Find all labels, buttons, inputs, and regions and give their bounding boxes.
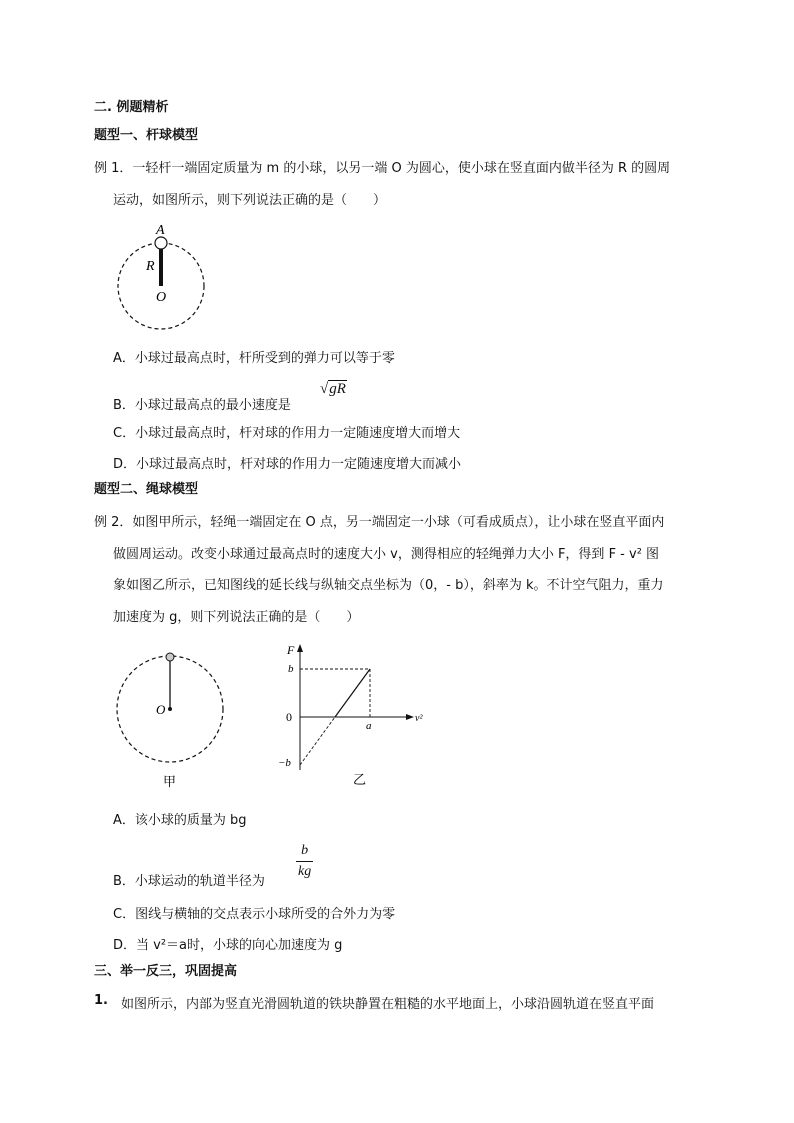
x-axis-label: v² — [415, 713, 423, 724]
option-c: C．小球过最高点时，杆对球的作用力一定随速度增大而增大 — [113, 426, 461, 441]
example2-line4: 加速度为 g，则下列说法正确的是（ ） — [113, 610, 360, 625]
tick-b: b — [288, 663, 294, 675]
tick-a: a — [366, 720, 372, 732]
fraction-b-over-kg — [296, 843, 313, 880]
y-axis-label: F — [287, 643, 295, 657]
sqrt-gr: √gR — [320, 381, 346, 397]
ball — [166, 653, 174, 661]
label-o: O — [156, 290, 167, 305]
option-b: B．小球运动的轨道半径为 — [113, 874, 265, 889]
ball — [155, 237, 167, 249]
fraction-numerator: b — [301, 843, 309, 858]
caption-yi: 乙 — [353, 772, 367, 787]
extension-line — [300, 717, 335, 765]
example2-line3: 象如图乙所示，已知图线的延长线与纵轴交点坐标为（0，- b），斜率为 k。不计空气阻力，重力 — [113, 578, 664, 593]
option-b: B．小球过最高点的最小速度是 — [113, 398, 291, 413]
option-a: A．该小球的质量为 bg — [113, 813, 247, 828]
origin-label: 0 — [286, 710, 292, 724]
f-v2-graph — [275, 638, 435, 788]
option-d: D．当 v²＝a时，小球的向心加速度为 g — [113, 938, 343, 953]
center-point — [168, 707, 172, 711]
example2-line1: 例 2．如图甲所示，轻绳一端固定在 O 点，另一端固定一小球（可看成质点），让小球在竖直平面内 — [94, 515, 665, 530]
type2-title: 题型二、绳球模型 — [94, 482, 199, 497]
caption-jia: 甲 — [163, 774, 177, 788]
fraction-denominator: kg — [298, 864, 312, 879]
rope-ball-figure — [110, 648, 230, 788]
type1-title: 题型一、杆球模型 — [94, 128, 199, 143]
example1-line2: 运动，如图所示，则下列说法正确的是（ ） — [113, 193, 387, 208]
question1-line1: 如图所示，内部为竖直光滑圆轨道的铁块静置在粗糙的水平地面上，小球沿圆轨道在竖直平面 — [121, 997, 655, 1012]
y-axis-arrow — [297, 644, 303, 652]
option-c: C．图线与横轴的交点表示小球所受的合外力为零 — [113, 907, 396, 922]
label-r: R — [146, 259, 155, 274]
example2-line2: 做圆周运动。改变小球通过最高点时的速度大小 v，测得相应的轻绳弹力大小 F，得到 F - v² 图 — [113, 547, 660, 562]
rod-ball-figure — [110, 222, 220, 332]
fraction-bar — [296, 861, 313, 862]
x-axis-arrow — [406, 714, 414, 720]
option-a: A．小球过最高点时，杆所受到的弹力可以等于零 — [113, 351, 395, 366]
graph-line — [335, 669, 370, 717]
option-d: D．小球过最高点时，杆对球的作用力一定随速度增大而减小 — [113, 457, 462, 472]
section-title: 三、举一反三，巩固提高 — [94, 964, 238, 979]
example1-line1: 例 1．一轻杆一端固定质量为 m 的小球，以另一端 O 为圆心，使小球在竖直面内做半径为 R 的圆周 — [94, 161, 671, 176]
label-a: A — [156, 223, 165, 238]
label-o: O — [156, 702, 166, 717]
section-title: 二. 例题精析 — [94, 100, 169, 115]
sqrt-radicand: gR — [329, 381, 346, 397]
tick-neg-b: −b — [278, 757, 291, 769]
question-number: 1. — [94, 993, 108, 1008]
